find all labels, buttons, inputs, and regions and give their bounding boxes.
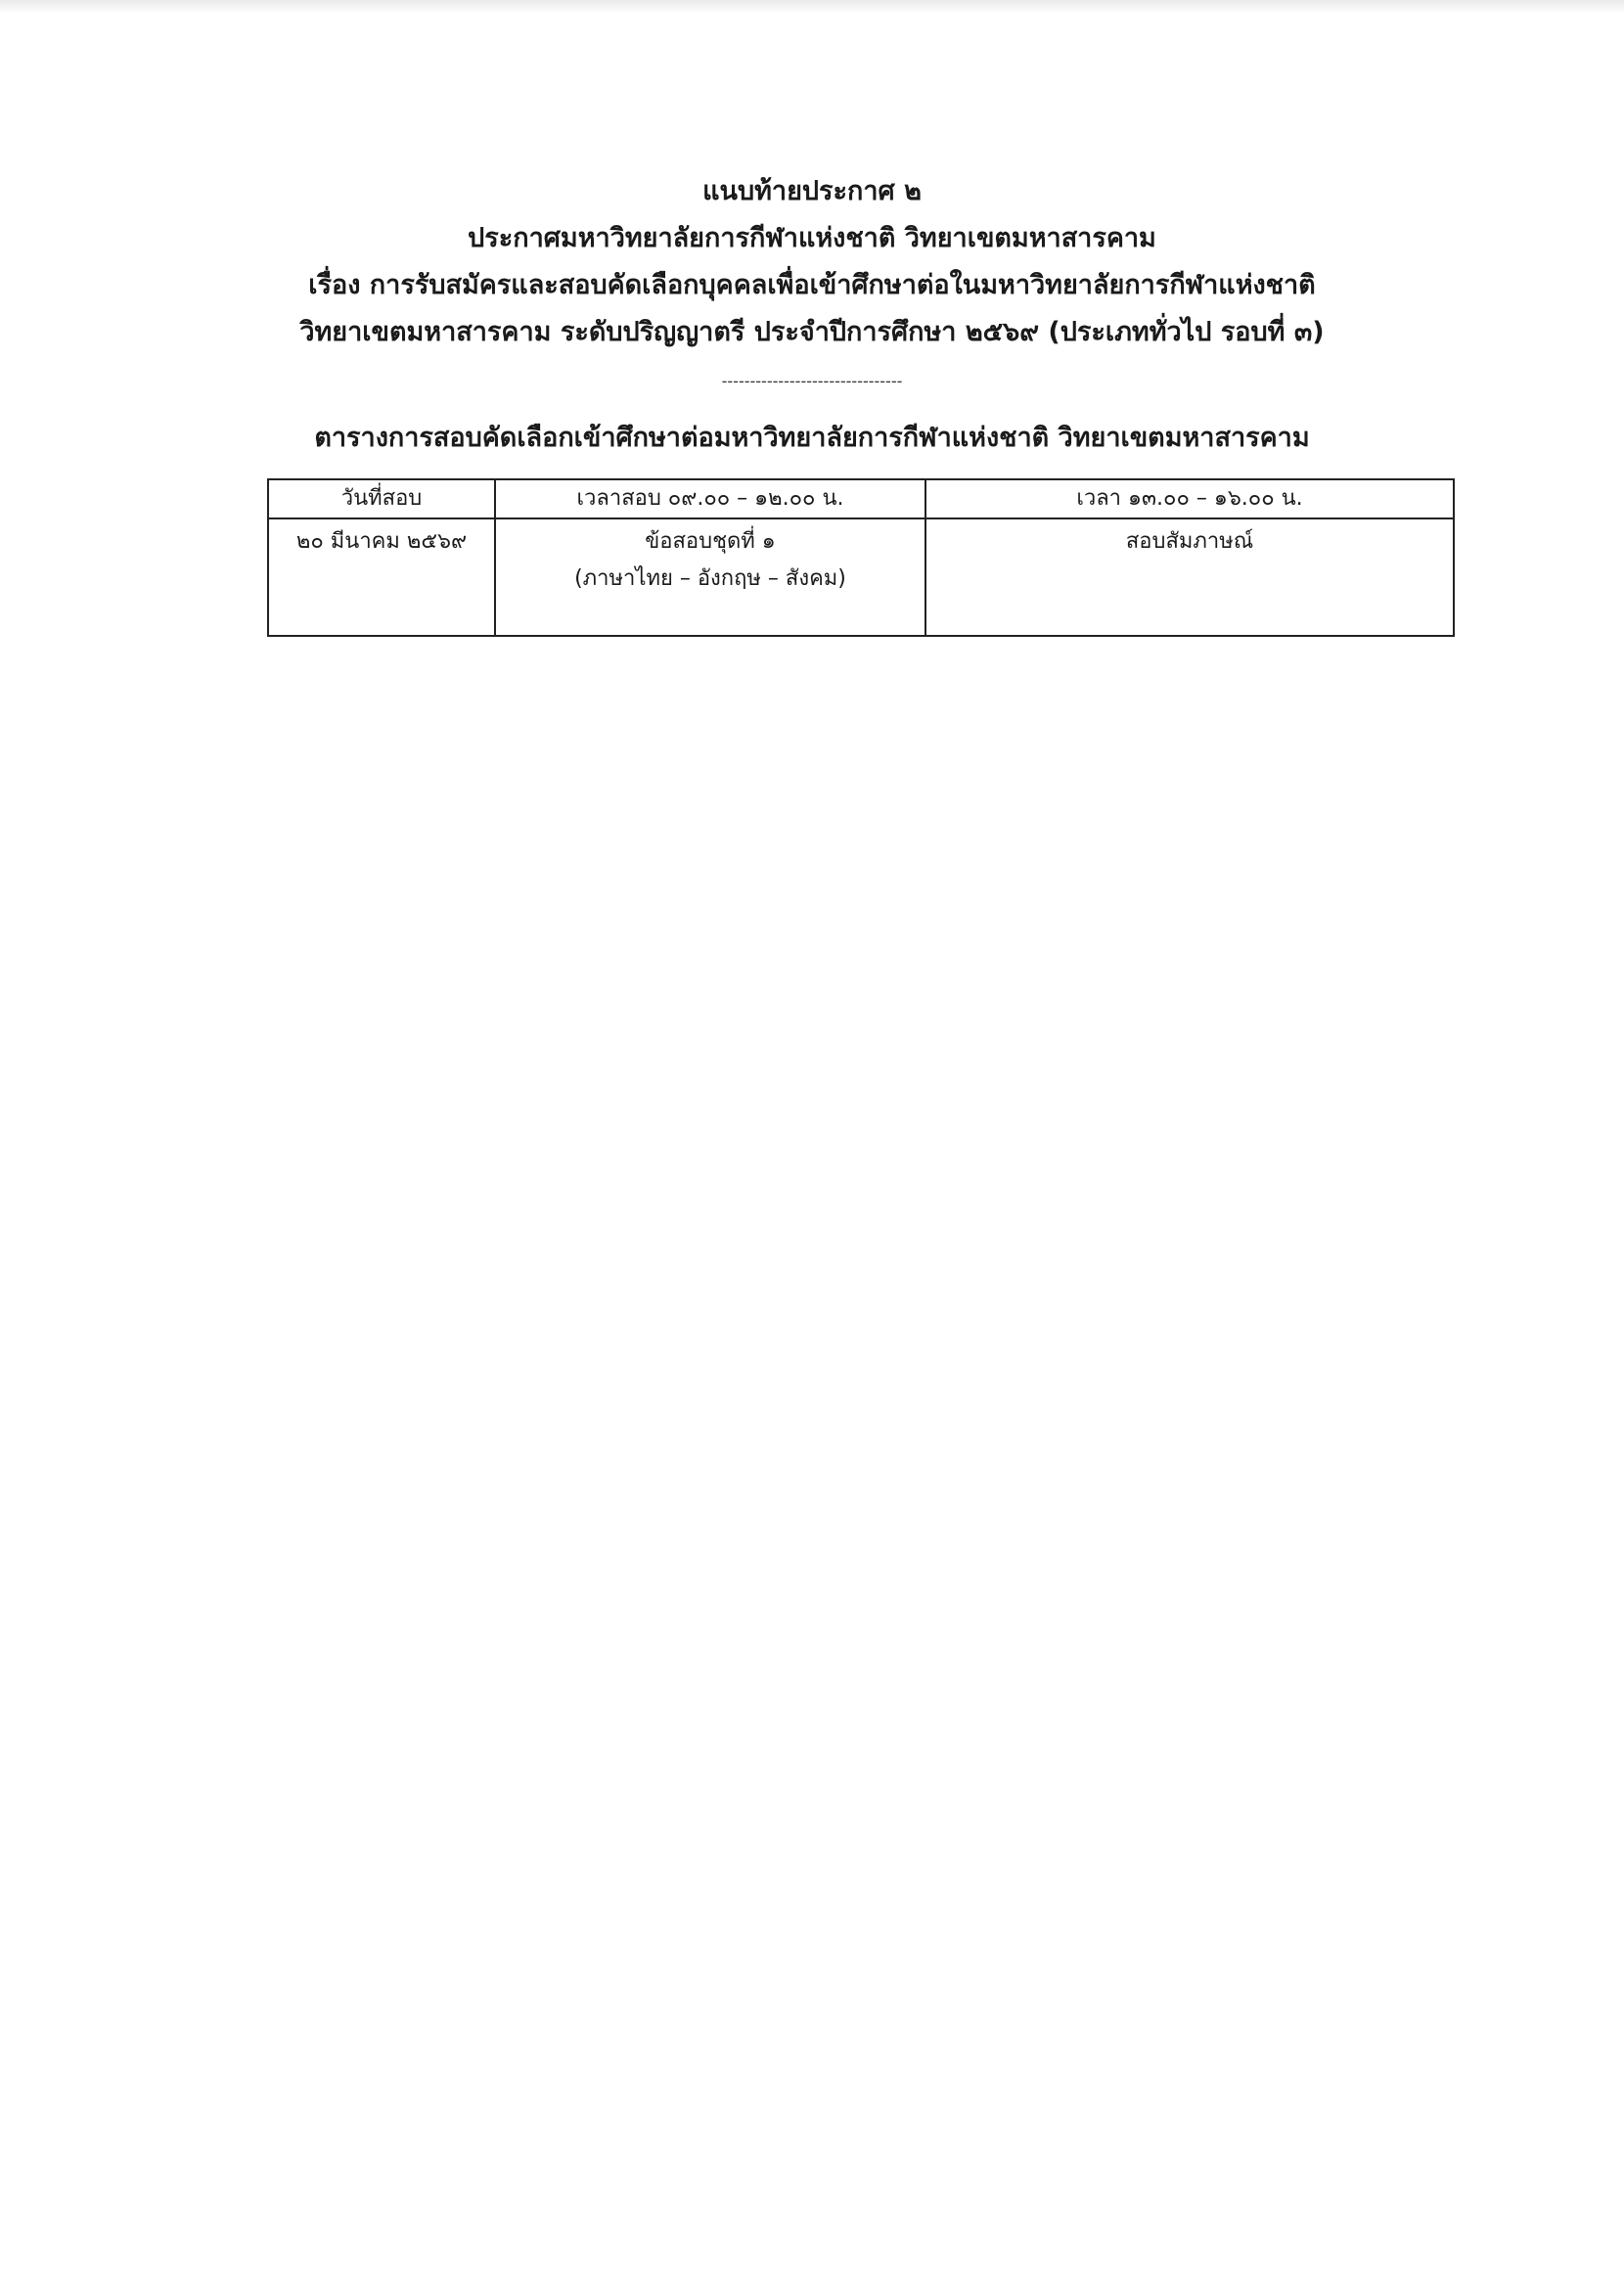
header-morning-time: เวลาสอบ ๐๙.๐๐ – ๑๒.๐๐ น. [495, 479, 925, 518]
table-title: ตารางการสอบคัดเลือกเข้าศึกษาต่อมหาวิทยาลัยการกีฬาแห่งชาติ วิทยาเขตมหาสารคาม [314, 423, 1310, 453]
header-exam-date: วันที่สอบ [268, 479, 495, 518]
cell-morning-session [495, 518, 925, 636]
header-afternoon-time: เวลา ๑๓.๐๐ – ๑๖.๐๐ น. [925, 479, 1454, 518]
cell-exam-date: ๒๐ มีนาคม ๒๕๖๙ [268, 518, 495, 636]
morning-exam-subjects: (ภาษาไทย – อังกฤษ – สังคม) [574, 566, 846, 591]
morning-exam-set: ข้อสอบชุดที่ ๑ [645, 529, 776, 554]
document-header [0, 168, 1624, 356]
scan-top-edge [0, 0, 1624, 14]
table-row [268, 518, 1454, 636]
table-header-row [268, 479, 1454, 518]
exam-schedule-table [267, 478, 1455, 637]
separator-line: -------------------------------- [721, 372, 903, 390]
cell-afternoon-session: สอบสัมภาษณ์ [925, 518, 1454, 636]
announcement-title: ประกาศมหาวิทยาลัยการกีฬาแห่งชาติ วิทยาเขตมหาสารคาม [468, 223, 1156, 253]
attachment-label: แนบท้ายประกาศ ๒ [702, 176, 922, 206]
subject-line-continued: วิทยาเขตมหาสารคาม ระดับปริญญาตรี ประจำปีการศึกษา ๒๕๖๙ (ประเภททั่วไป รอบที่ ๓) [299, 317, 1325, 347]
subject-line: เรื่อง การรับสมัครและสอบคัดเลือกบุคคลเพื่อเข้าศึกษาต่อในมหาวิทยาลัยการกีฬาแห่งชาติ [308, 270, 1316, 300]
